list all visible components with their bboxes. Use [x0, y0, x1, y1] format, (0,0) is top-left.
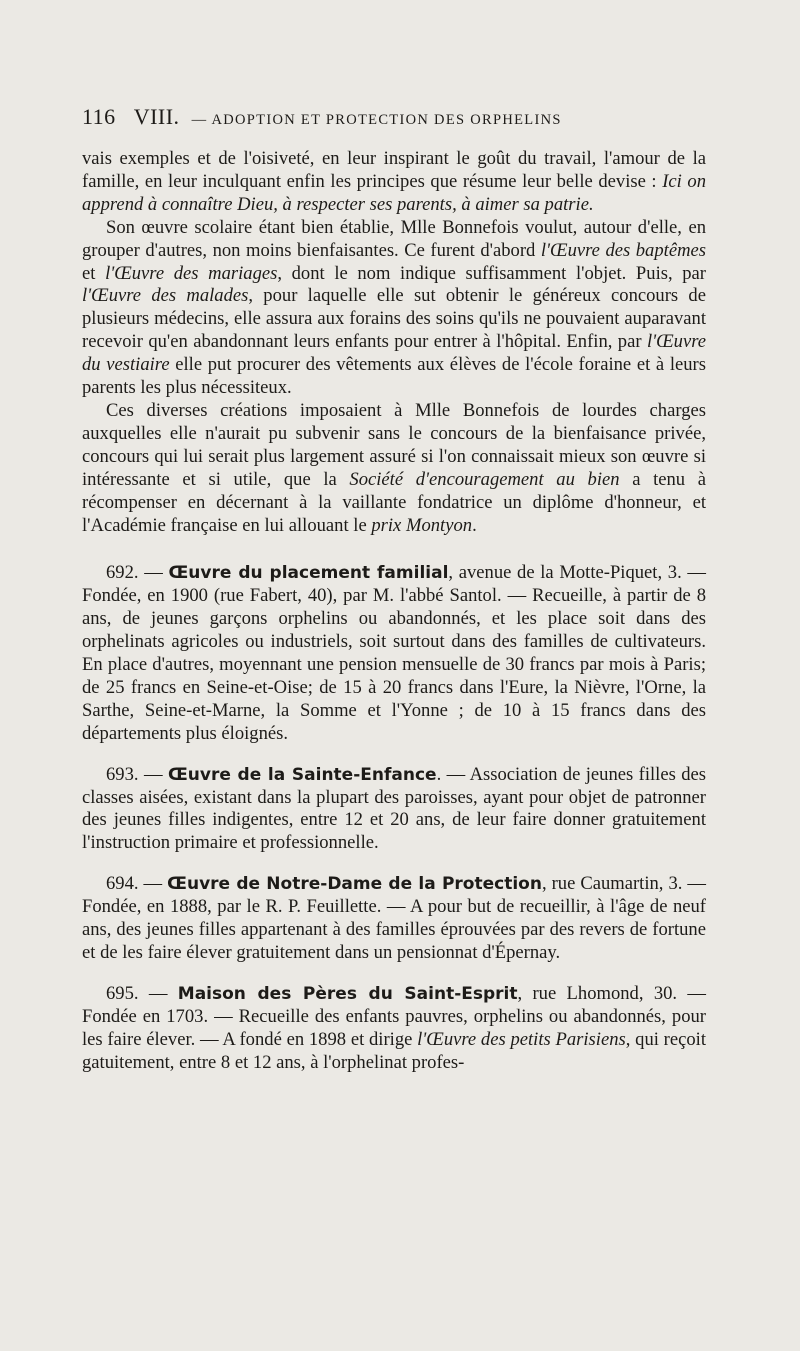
entry-number: 694. —	[106, 873, 168, 895]
motto: Ici on apprend à connaître Dieu, à respecter ses parents, à aimer sa patrie.	[82, 170, 706, 215]
society-name: Société d'encouragement au bien	[349, 468, 620, 490]
page-number: 116	[82, 104, 116, 129]
entry-number: 692. —	[106, 562, 169, 584]
text-run: Ces diverses créations imposaient à Mlle Bonnefois de lourdes charges auxquelles elle n'aurait pu subvenir sans le concours de la bienfaisance privée, concours qui lui serait plus largement assuré si l'on connaissait mieux son œuvre si intéressante et si utile, que la	[82, 399, 706, 490]
entry-692	[82, 562, 706, 745]
work-title: l'Œuvre des baptêmes	[540, 239, 706, 261]
entry-title: Œuvre du placement familial	[168, 563, 449, 584]
work-title: l'Œuvre du vestiaire	[82, 331, 706, 376]
text-run: Son œuvre scolaire étant bien établie, Mlle Bonnefois voulut, autour d'elle, en grouper d'autres, non moins bienfaisantes. Ce furent d'abord	[82, 216, 706, 261]
text-run: .	[472, 514, 477, 536]
prize-name: prix Montyon	[371, 514, 473, 536]
entry-title: Œuvre de la Sainte-Enfance	[167, 764, 437, 785]
entry-text: . — Association de jeunes filles des classes aisées, existant dans la plupart des paroisses, ayant pour objet de patronner des jeunes filles indigentes, entre 12 et 20 ans, de leur faire donner gratuitement l'instruction primaire et professionnelle.	[82, 763, 707, 854]
entry-title: Œuvre de Notre-Dame de la Protection	[167, 874, 542, 895]
entry-text: , rue Lhomond, 30. — Fondée en 1703. — Recueille des enfants pauvres, orphelins ou abandonnés, pour les faire élever. — A fondé en 1898 et dirige	[82, 982, 706, 1050]
entry-text: , avenue de la Motte-Piquet, 3. — Fondée, en 1900 (rue Fabert, 40), par M. l'abbé Santol. — Recueille, à partir de 8 ans, de jeunes garçons orphelins ou abandonnés, et les place soit dans des orphelinats agricoles ou industriels, soit surtout dans des familles de cultivateurs. En place d'autres, moyennant une pension mensuelle de 30 francs par mois à Paris; de 25 francs en Seine-et-Oise; de 15 à 20 francs dans l'Eure, la Nièvre, l'Orne, la Sarthe, Seine-et-Marne, la Somme et l'Yonne ; de 10 à 15 francs dans des départements plus éloignés.	[82, 562, 706, 744]
paragraph-3	[82, 400, 706, 537]
text-run: , pour laquelle elle sut obtenir le généreux concours de plusieurs médecins, elle assura aux forains des soins qu'ils ne pouvaient auparavant recevoir qu'en abandonnant leurs enfants pour entrer à l'hôpital. Enfin, par	[82, 285, 706, 353]
entry-title: Maison des Pères du Saint-Esprit	[177, 983, 518, 1004]
entry-number: 693. —	[106, 763, 168, 785]
entry-number: 695. —	[106, 982, 178, 1004]
entry-693	[82, 764, 706, 856]
chapter-title: — ADOPTION ET PROTECTION DES ORPHELINS	[191, 112, 562, 128]
chapter-number: VIII.	[133, 104, 180, 129]
paragraph-1	[82, 148, 706, 217]
text-run: vais exemples et de l'oisiveté, en leur inspirant le goût du travail, l'amour de la famille, en leur inculquant enfin les principes que résume leur belle devise :	[82, 148, 706, 192]
entry-694	[82, 873, 706, 965]
entry-text: , qui reçoit gatuitement, entre 8 et 12 ans, à l'orphelinat profes-	[82, 1028, 706, 1073]
work-title: l'Œuvre des mariages	[105, 262, 278, 284]
running-header	[82, 104, 722, 130]
text-run: elle put procurer des vêtements aux élèves de l'école foraine et à leurs parents les plus nécessiteux.	[82, 354, 706, 399]
work-title: l'Œuvre des petits Parisiens	[417, 1028, 626, 1050]
page-body	[82, 148, 706, 1075]
entry-695	[82, 983, 706, 1075]
paragraph-2	[82, 217, 706, 400]
text-run: , dont le nom indique suffisamment l'objet. Puis, par	[277, 262, 706, 284]
text-run: et	[82, 262, 106, 284]
entry-text: , rue Caumartin, 3. — Fondée, en 1888, par le R. P. Feuillette. — A pour but de recueillir, à l'âge de neuf ans, des jeunes filles appartenant à des familles éprouvées par des revers de fortune et de les faire élever gratuitement dans un pensionnat d'Épernay.	[82, 873, 706, 963]
text-run: a tenu à récompenser en décernant à la vaillante fondatrice un diplôme d'honneur, et l'Académie française en lui allouant le	[82, 468, 706, 536]
work-title: l'Œuvre des malades	[82, 285, 249, 307]
